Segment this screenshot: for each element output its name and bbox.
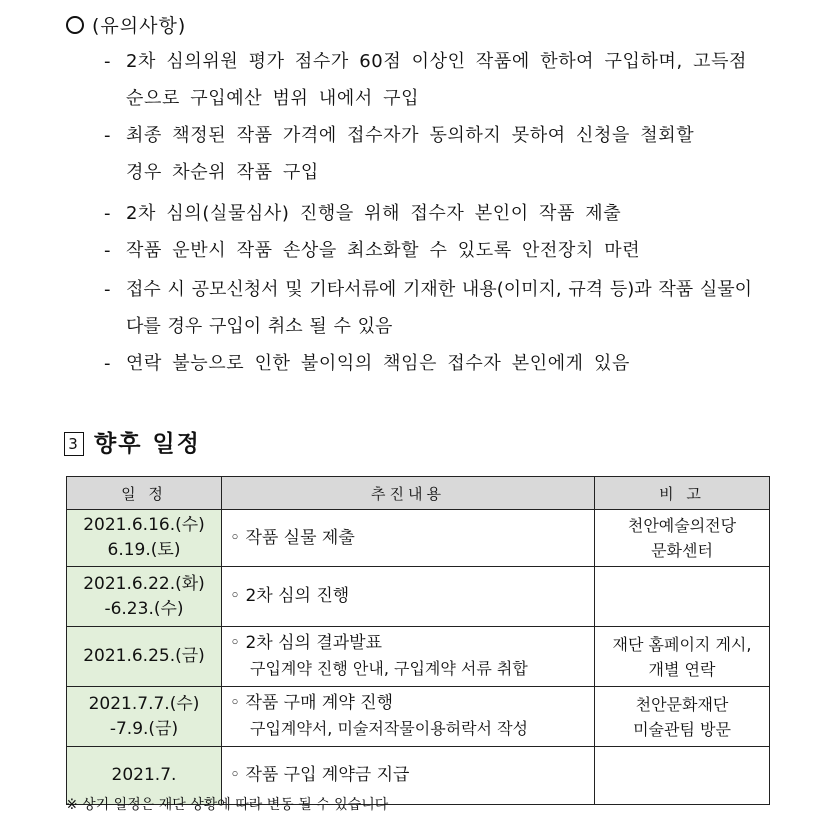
date-cell: 2021.7. — [67, 747, 222, 805]
section-title — [64, 425, 201, 458]
remarks-cell — [595, 747, 770, 805]
date-cell: 2021.6.25.(금) — [67, 627, 222, 687]
section-title-text: 향후 일정 — [94, 431, 201, 457]
notes-header-text: (유의사항) — [92, 15, 187, 37]
content-cell: ◦ 2차 심의 결과발표 구입계약 진행 안내, 구입계약 서류 취합 — [222, 627, 595, 687]
note-item: - 연락 불능으로 인한 불이익의 책임은 접수자 본인에게 있음 — [104, 353, 630, 374]
content-cell: ◦ 작품 구매 계약 진행 구입계약서, 미술저작물이용허락서 작성 — [222, 687, 595, 747]
schedule-table — [66, 476, 770, 805]
circle-bullet-icon — [66, 16, 84, 34]
remarks-cell — [595, 567, 770, 627]
table-row — [67, 510, 770, 567]
table-row — [67, 687, 770, 747]
note-item: - 2차 심의(실물심사) 진행을 위해 접수자 본인이 작품 제출 — [104, 203, 622, 224]
header-content: 추진내용 — [222, 477, 595, 510]
note-item: - 2차 심의위원 평가 점수가 60점 이상인 작품에 한하여 구입하며, 고득점 순으로 구입예산 범위 내에서 구입 — [104, 51, 748, 109]
table-header-row — [67, 477, 770, 510]
header-remarks: 비 고 — [595, 477, 770, 510]
date-cell: 2021.6.16.(수) 6.19.(토) — [67, 510, 222, 567]
date-cell: 2021.6.22.(화) -6.23.(수) — [67, 567, 222, 627]
footnote: ※ 상기 일정은 재단 상황에 따라 변동 될 수 있습니다 — [66, 797, 389, 813]
remarks-cell: 천안예술의전당 문화센터 — [595, 510, 770, 567]
note-item: - 접수 시 공모신청서 및 기타서류에 기재한 내용(이미지, 규격 등)과 작품 실물이 다를 경우 구입이 취소 될 수 있음 — [104, 279, 753, 337]
section-number: 3 — [64, 432, 84, 456]
content-cell: ◦ 작품 구입 계약금 지급 — [222, 747, 595, 805]
date-cell: 2021.7.7.(수) -7.9.(금) — [67, 687, 222, 747]
notes-header — [66, 11, 186, 38]
table-row — [67, 567, 770, 627]
table-row — [67, 627, 770, 687]
remarks-cell: 천안문화재단 미술관팀 방문 — [595, 687, 770, 747]
header-date: 일 정 — [67, 477, 222, 510]
remarks-cell: 재단 홈페이지 게시, 개별 연락 — [595, 627, 770, 687]
content-cell: ◦ 2차 심의 진행 — [222, 567, 595, 627]
content-cell: ◦ 작품 실물 제출 — [222, 510, 595, 567]
note-item: - 최종 책정된 작품 가격에 접수자가 동의하지 못하여 신청을 철회할 경우 차순위 작품 구입 — [104, 125, 695, 183]
note-item: - 작품 운반시 작품 손상을 최소화할 수 있도록 안전장치 마련 — [104, 240, 641, 261]
